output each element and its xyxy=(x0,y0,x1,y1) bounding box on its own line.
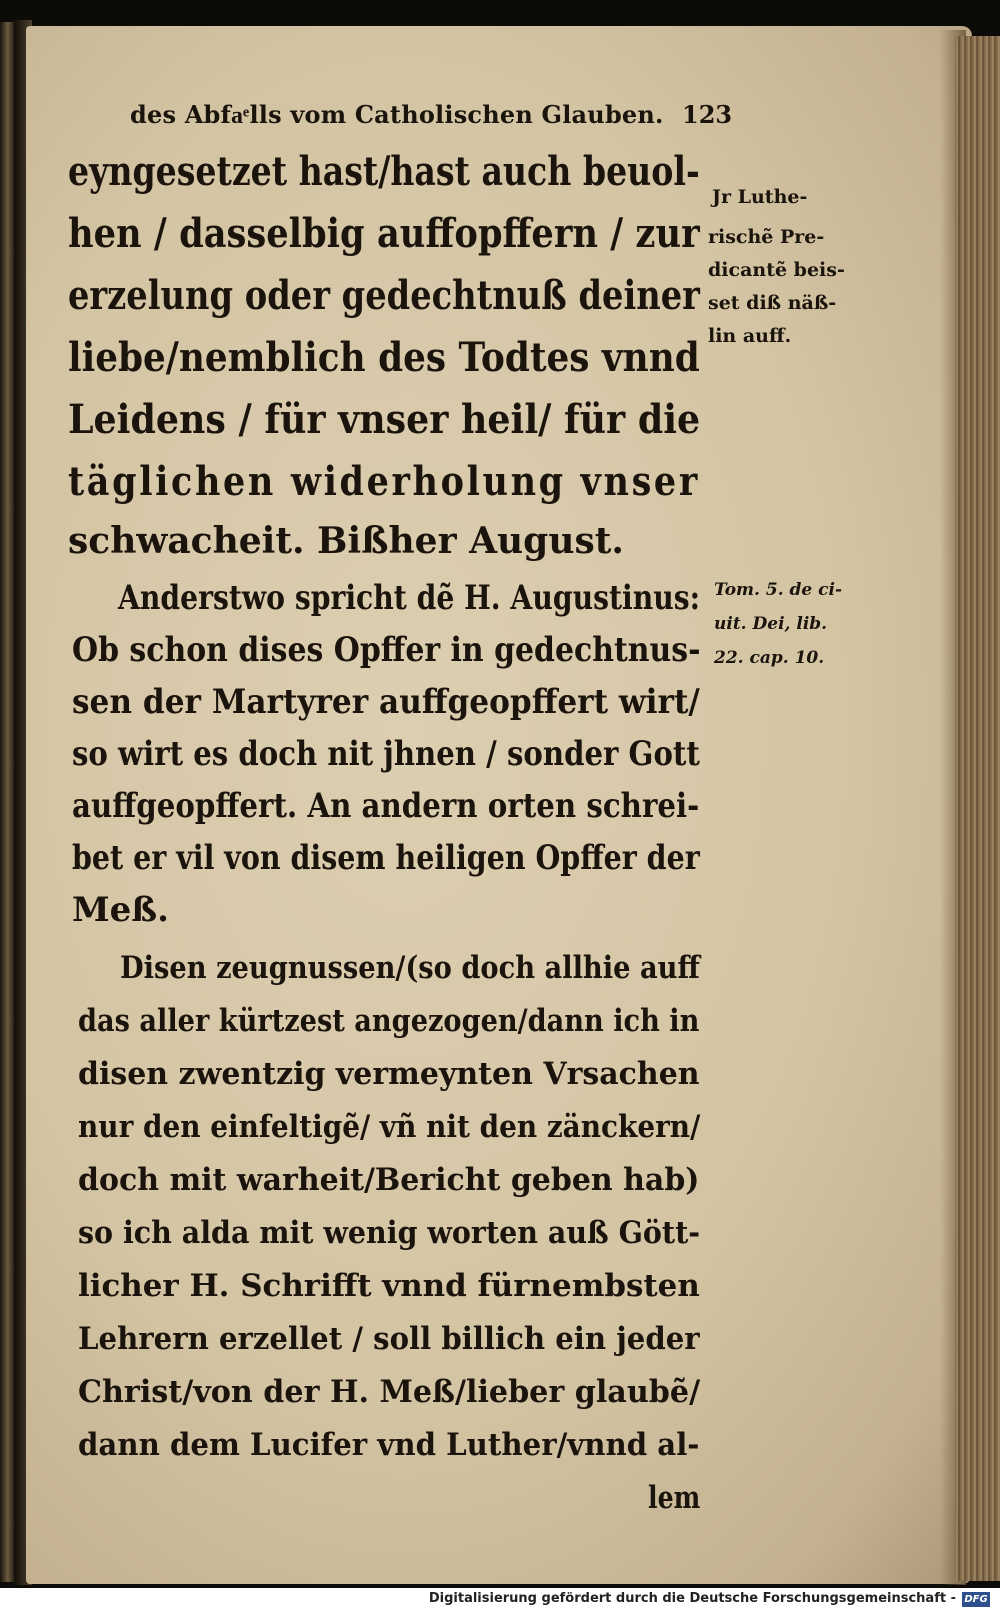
body-line: schwacheit. Bißher August. xyxy=(68,520,624,562)
margin-citation-line: 22. cap. 10. xyxy=(714,648,825,668)
margin-citation-line: uit. Dei, lib. xyxy=(714,614,828,634)
dfg-logo: DFG xyxy=(962,1592,990,1607)
body-line: erzelung oder gedechtnuß deiner xyxy=(68,272,700,319)
body-line: Leidens / für vnser heil/ für die xyxy=(68,396,701,443)
body-line: doch mit warheit/Bericht geben hab) xyxy=(78,1162,700,1198)
body-line: Anderstwo spricht dẽ H. Augustinus: xyxy=(118,578,701,618)
body-line: Lehrern erzellet / soll billich ein jeder xyxy=(78,1321,700,1357)
body-line: Meß. xyxy=(72,890,169,930)
page-number: 123 xyxy=(682,100,733,129)
body-line: nur den einfeltigẽ/ vñ nit den zänckern/ xyxy=(78,1109,701,1145)
body-line: hen / dasselbig auffopffern / zur xyxy=(68,210,700,257)
margin-note-line: Jr Luthe- xyxy=(712,186,808,208)
body-line: das aller kürtzest angezogen/dann ich in xyxy=(78,1003,700,1039)
running-head: des Abfaͤlls vom Catholischen Glauben. xyxy=(130,100,664,129)
body-line: auffgeopffert. An andern orten schrei- xyxy=(72,786,700,826)
margin-note-line: rischẽ Pre- xyxy=(708,226,825,248)
left-page-edge xyxy=(0,22,14,1582)
body-line: Disen zeugnussen/(so doch allhie auff xyxy=(120,950,700,986)
catchword: lem xyxy=(648,1480,701,1516)
body-line: eyngesetzet hast/hast auch beuol- xyxy=(68,148,700,195)
margin-citation-line: Tom. 5. de ci- xyxy=(714,580,843,600)
body-line: so ich alda mit wenig worten auß Gött- xyxy=(78,1215,701,1251)
body-line: liebe/nemblich des Todtes vnnd xyxy=(68,334,700,381)
margin-note-line: set diß näß- xyxy=(708,292,837,314)
body-line: sen der Martyrer auffgeopffert wirt/ xyxy=(72,682,700,722)
body-line: Christ/von der H. Meß/lieber glaubẽ/ xyxy=(78,1374,701,1410)
body-line: dann dem Lucifer vnd Luther/vnnd al- xyxy=(78,1427,700,1463)
funding-credit: Digitalisierung gefördert durch die Deutsche Forschungsgemeinschaft - xyxy=(428,1591,956,1606)
margin-note-line: lin auff. xyxy=(708,325,792,347)
body-line: so wirt es doch nit jhnen / sonder Gott xyxy=(72,734,700,774)
body-line: disen zwentzig vermeynten Vrsachen xyxy=(78,1056,700,1092)
body-line: Ob schon dises Opffer in gedechtnus- xyxy=(72,630,701,670)
body-line: täglichen widerholung vnser xyxy=(68,458,700,505)
margin-note-line: dicantẽ beis- xyxy=(708,259,845,281)
body-line: bet er vil von disem heiligen Opffer der xyxy=(72,838,700,878)
stacked-page-edges xyxy=(955,36,1000,1581)
body-line: licher H. Schrifft vnnd fürnembsten xyxy=(78,1268,700,1304)
